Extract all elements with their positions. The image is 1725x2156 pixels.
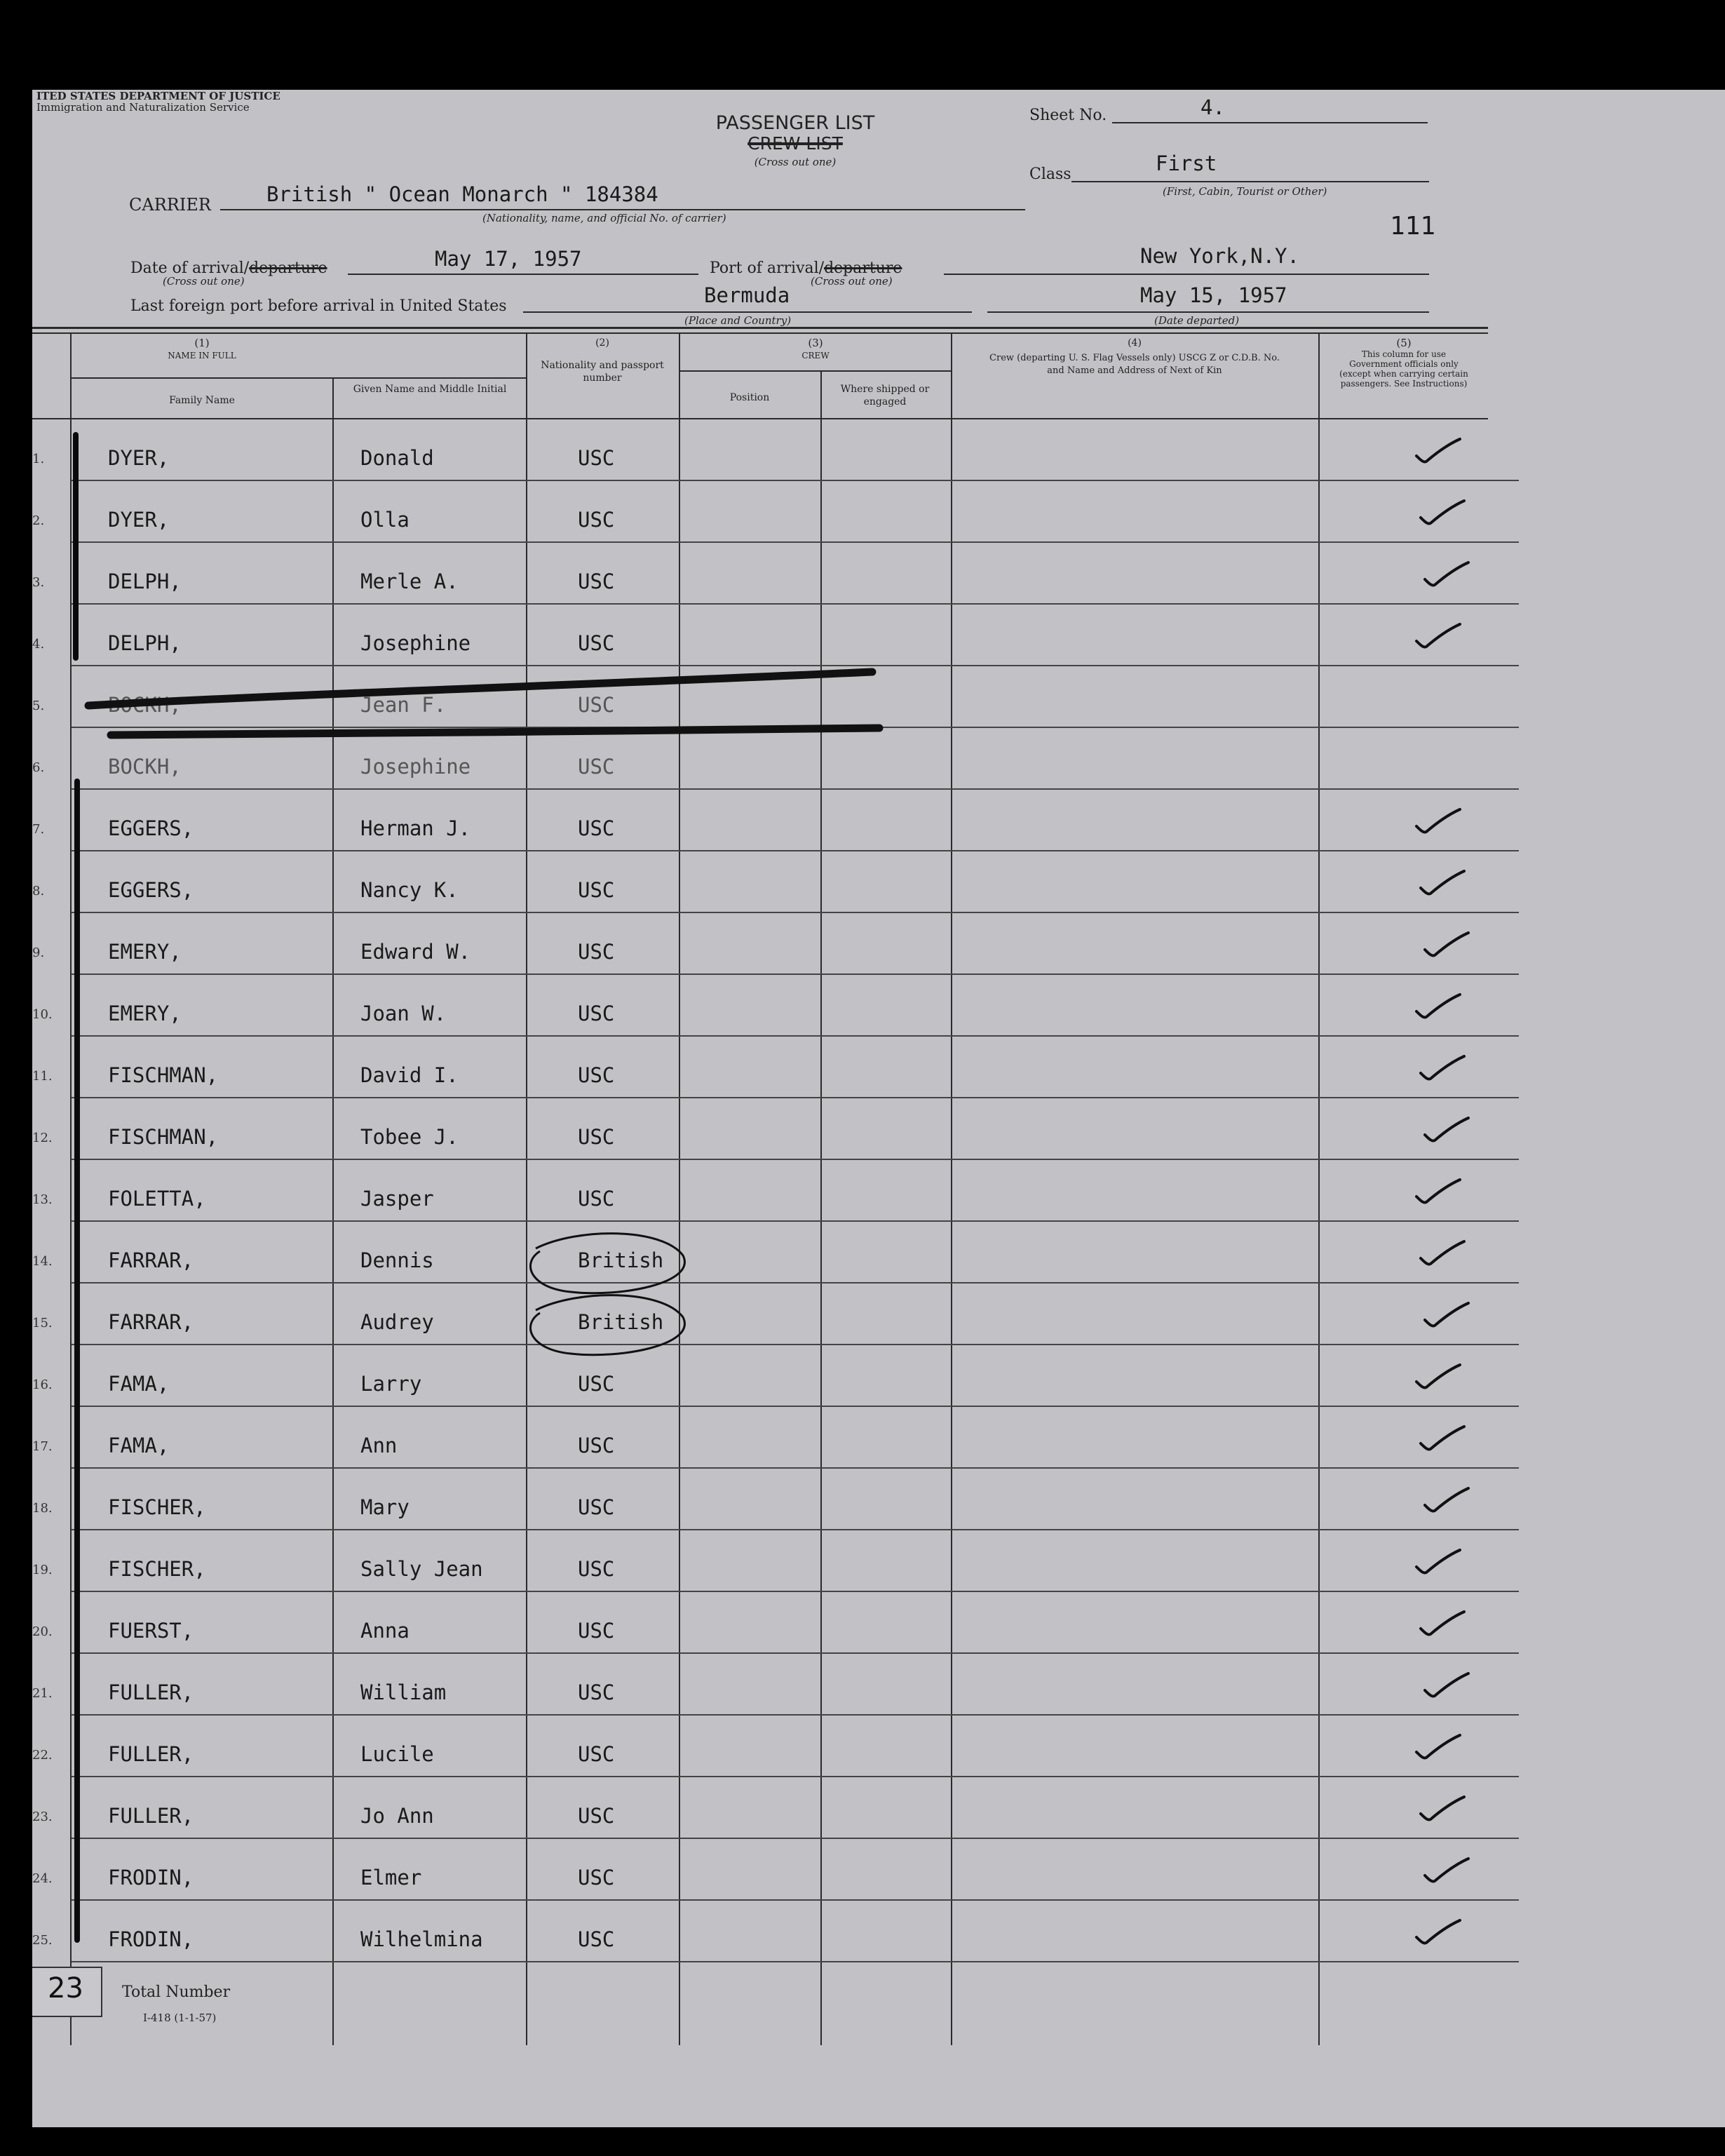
given-name: Lucile: [360, 1742, 434, 1766]
given-name: Olla: [360, 508, 410, 532]
official-check-mark: [1412, 621, 1463, 649]
sheet-no-line: [1112, 122, 1428, 123]
family-name: FISCHER,: [108, 1495, 206, 1519]
official-check-mark: [1412, 807, 1463, 835]
family-name: FAMA,: [108, 1434, 170, 1457]
row-number: 24.: [32, 1871, 53, 1886]
official-check-mark: [1421, 930, 1471, 958]
title-crew-list: CREW LIST: [748, 133, 843, 154]
family-name: DELPH,: [108, 631, 182, 655]
agency-line-2: Immigration and Naturalization Service: [36, 101, 250, 114]
family-name: FISCHMAN,: [108, 1125, 219, 1149]
lastport-note: (Place and Country): [684, 314, 792, 327]
given-name: Elmer: [360, 1866, 422, 1889]
given-name: Audrey: [360, 1310, 434, 1334]
official-check-mark: [1412, 1732, 1463, 1760]
row-divider: [72, 1899, 1519, 1901]
given-name: Josephine: [360, 755, 471, 779]
class-note: (First, Cabin, Tourist or Other): [1163, 185, 1327, 198]
title-note: (Cross out one): [754, 156, 837, 168]
port-value: New York,N.Y.: [1140, 244, 1299, 268]
row-number: 11.: [32, 1069, 53, 1084]
given-name: Anna: [360, 1619, 410, 1643]
given-name: Donald: [360, 446, 434, 470]
nationality: USC: [578, 1742, 615, 1766]
row-divider: [72, 1529, 1519, 1530]
col5-header: (5) This column for use Government officials only (except when carrying certain passengers. See Instructions): [1339, 337, 1468, 389]
family-name: DYER,: [108, 446, 170, 470]
port-line: [944, 274, 1429, 275]
nationality: British: [578, 1310, 664, 1334]
nationality: USC: [578, 755, 615, 779]
departed-note: (Date departed): [1154, 314, 1240, 327]
strike-marks: [74, 665, 895, 742]
arrival-line: [348, 274, 698, 275]
row-divider: [72, 1097, 1519, 1098]
official-check-mark: [1412, 436, 1463, 464]
nationality: USC: [578, 570, 615, 593]
given-name: Jo Ann: [360, 1804, 434, 1828]
given-name: Larry: [360, 1372, 422, 1396]
row-number: 18.: [32, 1501, 53, 1516]
arrival-note: (Cross out one): [163, 275, 245, 288]
official-check-mark: [1416, 1239, 1467, 1267]
class-label: Class: [1029, 166, 1071, 183]
official-check-mark: [1421, 1671, 1471, 1699]
family-name: FARRAR,: [108, 1310, 194, 1334]
official-check-mark: [1421, 1856, 1471, 1884]
nationality: USC: [578, 446, 615, 470]
row-number: 21.: [32, 1686, 53, 1701]
col-divider-1a: [332, 377, 334, 2045]
col1-header: (1) NAME IN FULL: [168, 337, 236, 361]
sheet-no-label: Sheet No.: [1029, 107, 1107, 124]
col-divider-4: [951, 334, 952, 2045]
given-name: Dennis: [360, 1248, 434, 1272]
lastport-line: [523, 311, 972, 313]
nationality: USC: [578, 631, 615, 655]
arrival-value: May 17, 1957: [435, 247, 582, 271]
family-name: DYER,: [108, 508, 170, 532]
form-id: I-418 (1-1-57): [143, 2012, 217, 2024]
given-name: Joan W.: [360, 1002, 447, 1025]
official-check-mark: [1421, 560, 1471, 588]
nationality: USC: [578, 1866, 615, 1889]
given-name: Sally Jean: [360, 1557, 483, 1581]
family-name: FAMA,: [108, 1372, 170, 1396]
row-divider: [72, 480, 1519, 481]
row-divider: [72, 1961, 1519, 1962]
agency-line-1: ITED STATES DEPARTMENT OF JUSTICE: [36, 90, 280, 102]
row-divider: [72, 973, 1519, 975]
sheet-no-value: 4.: [1200, 95, 1225, 119]
col3a-header: Position: [729, 392, 770, 403]
nationality-circle-mark: [515, 1289, 697, 1366]
official-check-mark: [1416, 1794, 1467, 1822]
nationality: USC: [578, 1372, 615, 1396]
family-name: FRODIN,: [108, 1866, 194, 1889]
row-divider: [72, 850, 1519, 851]
official-check-mark: [1412, 1362, 1463, 1390]
passenger-list-sheet: [32, 90, 1725, 2127]
official-check-mark: [1412, 1918, 1463, 1946]
row-divider: [72, 541, 1519, 543]
row-divider: [72, 788, 1519, 790]
family-name: BOCKH,: [108, 693, 182, 717]
row-number: 3.: [32, 575, 45, 590]
row-number: 13.: [32, 1192, 53, 1207]
carrier-value: British " Ocean Monarch " 184384: [266, 182, 658, 206]
col-divider-3b: [820, 370, 822, 2045]
row-number: 7.: [32, 822, 45, 837]
nationality: USC: [578, 1804, 615, 1828]
total-label: Total Number: [122, 1983, 231, 2001]
col4-header: (4) Crew (departing U. S. Flag Vessels only) USCG Z or C.D.B. No. and Name and Address of Next of Kin: [989, 337, 1280, 376]
row-divider: [72, 1591, 1519, 1592]
col-divider-5: [1318, 334, 1320, 2045]
given-name: Edward W.: [360, 940, 471, 964]
nationality: USC: [578, 940, 615, 964]
row-divider: [72, 912, 1519, 913]
port-note: (Cross out one): [811, 275, 893, 288]
nationality: USC: [578, 693, 615, 717]
class-line: [1071, 181, 1429, 182]
row-divider: [72, 1344, 1519, 1345]
col1b-header: Given Name and Middle Initial: [353, 384, 507, 395]
nationality: USC: [578, 508, 615, 532]
page-number: 111: [1390, 212, 1436, 241]
col3-sub-rule: [680, 370, 951, 372]
col1-sub-rule: [72, 377, 526, 379]
family-name: FULLER,: [108, 1804, 194, 1828]
row-divider: [72, 603, 1519, 605]
given-name: Herman J.: [360, 816, 471, 840]
col-divider-left: [70, 334, 72, 2045]
nationality: British: [578, 1248, 664, 1272]
nationality: USC: [578, 1063, 615, 1087]
given-name: William: [360, 1680, 447, 1704]
family-name: EGGERS,: [108, 878, 194, 902]
class-value: First: [1156, 151, 1217, 175]
nationality: USC: [578, 1680, 615, 1704]
official-check-mark: [1416, 1424, 1467, 1452]
nationality: USC: [578, 878, 615, 902]
lastport-label: Last foreign port before arrival in United States: [130, 297, 507, 315]
given-name: Nancy K.: [360, 878, 459, 902]
row-number: 1.: [32, 452, 45, 466]
table-top-rule-2: [32, 332, 1488, 334]
official-check-mark: [1416, 498, 1467, 526]
given-name: Ann: [360, 1434, 398, 1457]
departed-line: [987, 311, 1429, 313]
total-value: 23: [48, 1972, 83, 2005]
row-number: 9.: [32, 945, 45, 960]
row-number: 20.: [32, 1624, 53, 1639]
nationality: USC: [578, 1002, 615, 1025]
row-divider: [72, 1159, 1519, 1160]
row-number: 19.: [32, 1563, 53, 1577]
row-number: 10.: [32, 1007, 53, 1022]
row-number: 17.: [32, 1439, 53, 1454]
row-number: 25.: [32, 1933, 53, 1948]
row-number: 8.: [32, 884, 45, 898]
row-divider: [72, 1220, 1519, 1222]
family-name: FISCHMAN,: [108, 1063, 219, 1087]
nationality: USC: [578, 1927, 615, 1951]
row-divider: [72, 1282, 1519, 1284]
official-check-mark: [1421, 1485, 1471, 1514]
given-name: Merle A.: [360, 570, 459, 593]
family-name: EMERY,: [108, 1002, 182, 1025]
col2-header: (2) Nationality and passport number: [541, 337, 664, 384]
col1a-header: Family Name: [169, 395, 235, 406]
row-divider: [72, 1467, 1519, 1469]
port-label: Port of arrival/departure: [710, 260, 902, 277]
row-number: 14.: [32, 1254, 53, 1269]
given-name: Josephine: [360, 631, 471, 655]
family-name: FISCHER,: [108, 1557, 206, 1581]
family-name: FUERST,: [108, 1619, 194, 1643]
given-name: Jean F.: [360, 693, 447, 717]
row-number: 22.: [32, 1748, 53, 1763]
official-check-mark: [1412, 1547, 1463, 1575]
official-check-mark: [1412, 1177, 1463, 1205]
lastport-value: Bermuda: [704, 283, 790, 307]
row-number: 5.: [32, 699, 45, 713]
row-divider: [72, 1652, 1519, 1654]
official-check-mark: [1416, 1609, 1467, 1637]
family-name: FULLER,: [108, 1742, 194, 1766]
nationality: USC: [578, 1434, 615, 1457]
carrier-label: CARRIER: [129, 195, 211, 215]
margin-bracket-1: [73, 432, 79, 661]
nationality: USC: [578, 1125, 615, 1149]
row-divider: [72, 1714, 1519, 1716]
table-top-rule: [32, 327, 1488, 329]
nationality: USC: [578, 816, 615, 840]
official-check-mark: [1416, 868, 1467, 896]
family-name: EGGERS,: [108, 816, 194, 840]
nationality: USC: [578, 1557, 615, 1581]
given-name: Jasper: [360, 1187, 434, 1211]
row-number: 16.: [32, 1377, 53, 1392]
family-name: FARRAR,: [108, 1248, 194, 1272]
arrival-label: Date of arrival/departure: [130, 260, 327, 277]
nationality: USC: [578, 1187, 615, 1211]
nationality: USC: [578, 1495, 615, 1519]
col-divider-3: [679, 334, 680, 2045]
row-number: 12.: [32, 1131, 53, 1145]
row-number: 15.: [32, 1316, 53, 1330]
row-number: 4.: [32, 637, 45, 652]
row-number: 6.: [32, 760, 45, 775]
departed-value: May 15, 1957: [1140, 283, 1287, 307]
family-name: EMERY,: [108, 940, 182, 964]
carrier-line: [220, 209, 1025, 210]
row-divider: [72, 1838, 1519, 1839]
family-name: FRODIN,: [108, 1927, 194, 1951]
official-check-mark: [1416, 1053, 1467, 1082]
family-name: FOLETTA,: [108, 1187, 206, 1211]
given-name: David I.: [360, 1063, 459, 1087]
given-name: Wilhelmina: [360, 1927, 483, 1951]
row-number: 23.: [32, 1810, 53, 1824]
carrier-note: (Nationality, name, and official No. of carrier): [482, 212, 726, 224]
margin-bracket-2: [74, 779, 80, 1943]
family-name: DELPH,: [108, 570, 182, 593]
row-divider: [72, 1035, 1519, 1037]
official-check-mark: [1421, 1300, 1471, 1328]
official-check-mark: [1421, 1115, 1471, 1143]
nationality: USC: [578, 1619, 615, 1643]
row-divider: [72, 1776, 1519, 1777]
row-number: 2.: [32, 513, 45, 528]
col3-header: (3) CREW: [801, 337, 830, 361]
header-bottom-rule: [32, 418, 1488, 419]
given-name: Tobee J.: [360, 1125, 459, 1149]
col3b-header: Where shipped or engaged: [840, 384, 930, 407]
given-name: Mary: [360, 1495, 410, 1519]
title-passenger-list: PASSENGER LIST: [715, 112, 875, 134]
family-name: BOCKH,: [108, 755, 182, 779]
row-divider: [72, 1406, 1519, 1407]
col-divider-2: [526, 334, 527, 2045]
family-name: FULLER,: [108, 1680, 194, 1704]
official-check-mark: [1412, 992, 1463, 1020]
